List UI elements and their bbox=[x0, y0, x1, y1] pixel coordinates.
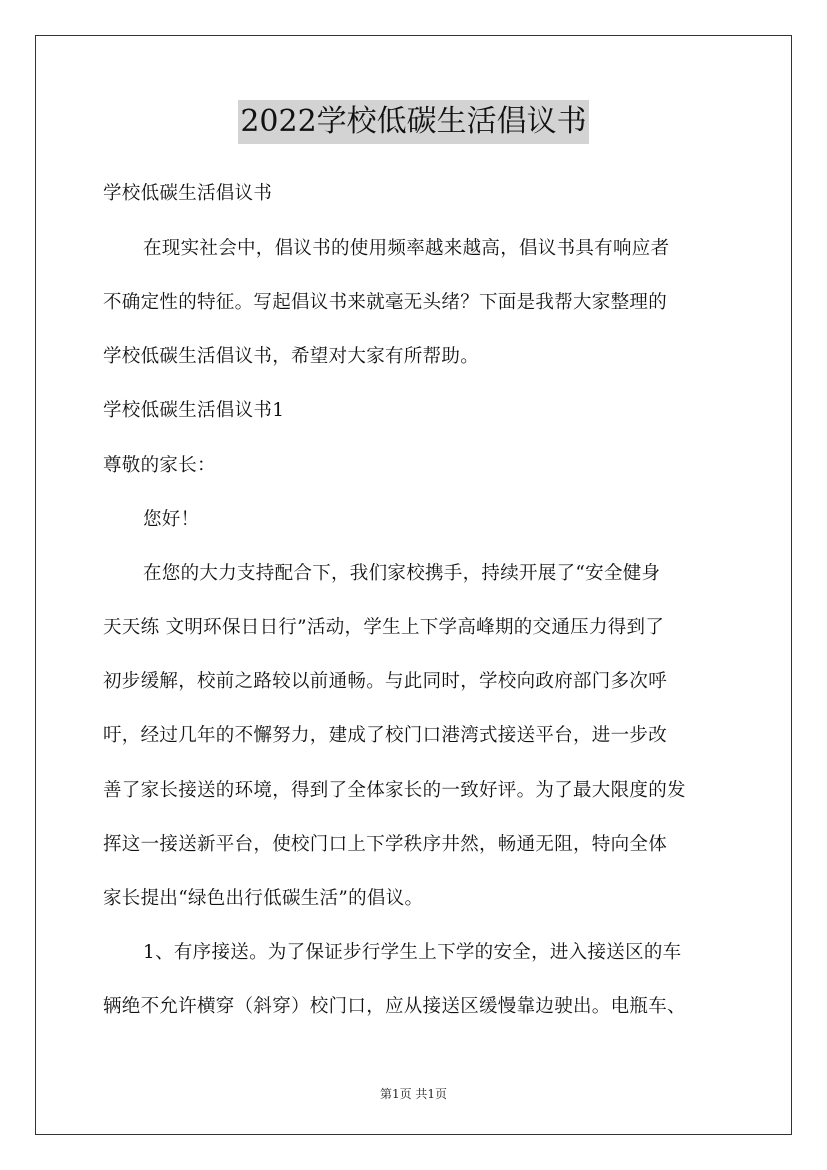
subtitle-line: 学校低碳生活倡议书 bbox=[103, 183, 273, 204]
greeting: 您好！ bbox=[143, 509, 200, 530]
paragraph-line: 挥这一接送新平台，使校门口上下学秩序井然，畅通无阻，特向全体 bbox=[103, 834, 668, 855]
paragraph-line: 初步缓解，校前之路较以前通畅。与此同时，学校向政府部门多次呼 bbox=[103, 671, 668, 692]
paragraph-line: 在现实社会中，倡议书的使用频率越来越高，倡议书具有响应者 bbox=[143, 238, 670, 259]
paragraph-line: 辆绝不允许横穿（斜穿）校门口，应从接送区缓慢靠边驶出。电瓶车、 bbox=[103, 996, 686, 1017]
salutation: 尊敬的家长： bbox=[103, 455, 216, 476]
paragraph-line: 在您的大力支持配合下，我们家校携手，持续开展了“安全健身 bbox=[143, 563, 661, 584]
page-footer: 第1页 共1页 bbox=[379, 1087, 448, 1101]
paragraph-line: 天天练 文明环保日日行”活动，学生上下学高峰期的交通压力得到了 bbox=[103, 617, 665, 638]
section-heading: 学校低碳生活倡议书1 bbox=[103, 400, 285, 421]
document-title: 2022学校低碳生活倡议书 bbox=[238, 100, 588, 144]
paragraph-line: 学校低碳生活倡议书，希望对大家有所帮助。 bbox=[103, 346, 480, 367]
title-container bbox=[0, 100, 827, 144]
paragraph-line: 不确定性的特征。写起倡议书来就毫无头绪？下面是我帮大家整理的 bbox=[103, 292, 668, 313]
paragraph-line: 1、有序接送。为了保证步行学生上下学的安全，进入接送区的车 bbox=[143, 942, 682, 963]
paragraph-line: 善了家长接送的环境，得到了全体家长的一致好评。为了最大限度的发 bbox=[103, 780, 686, 801]
paragraph-line: 吁，经过几年的不懈努力，建成了校门口港湾式接送平台，进一步改 bbox=[103, 725, 668, 746]
paragraph-line: 家长提出“绿色出行低碳生活”的倡议。 bbox=[103, 888, 424, 909]
